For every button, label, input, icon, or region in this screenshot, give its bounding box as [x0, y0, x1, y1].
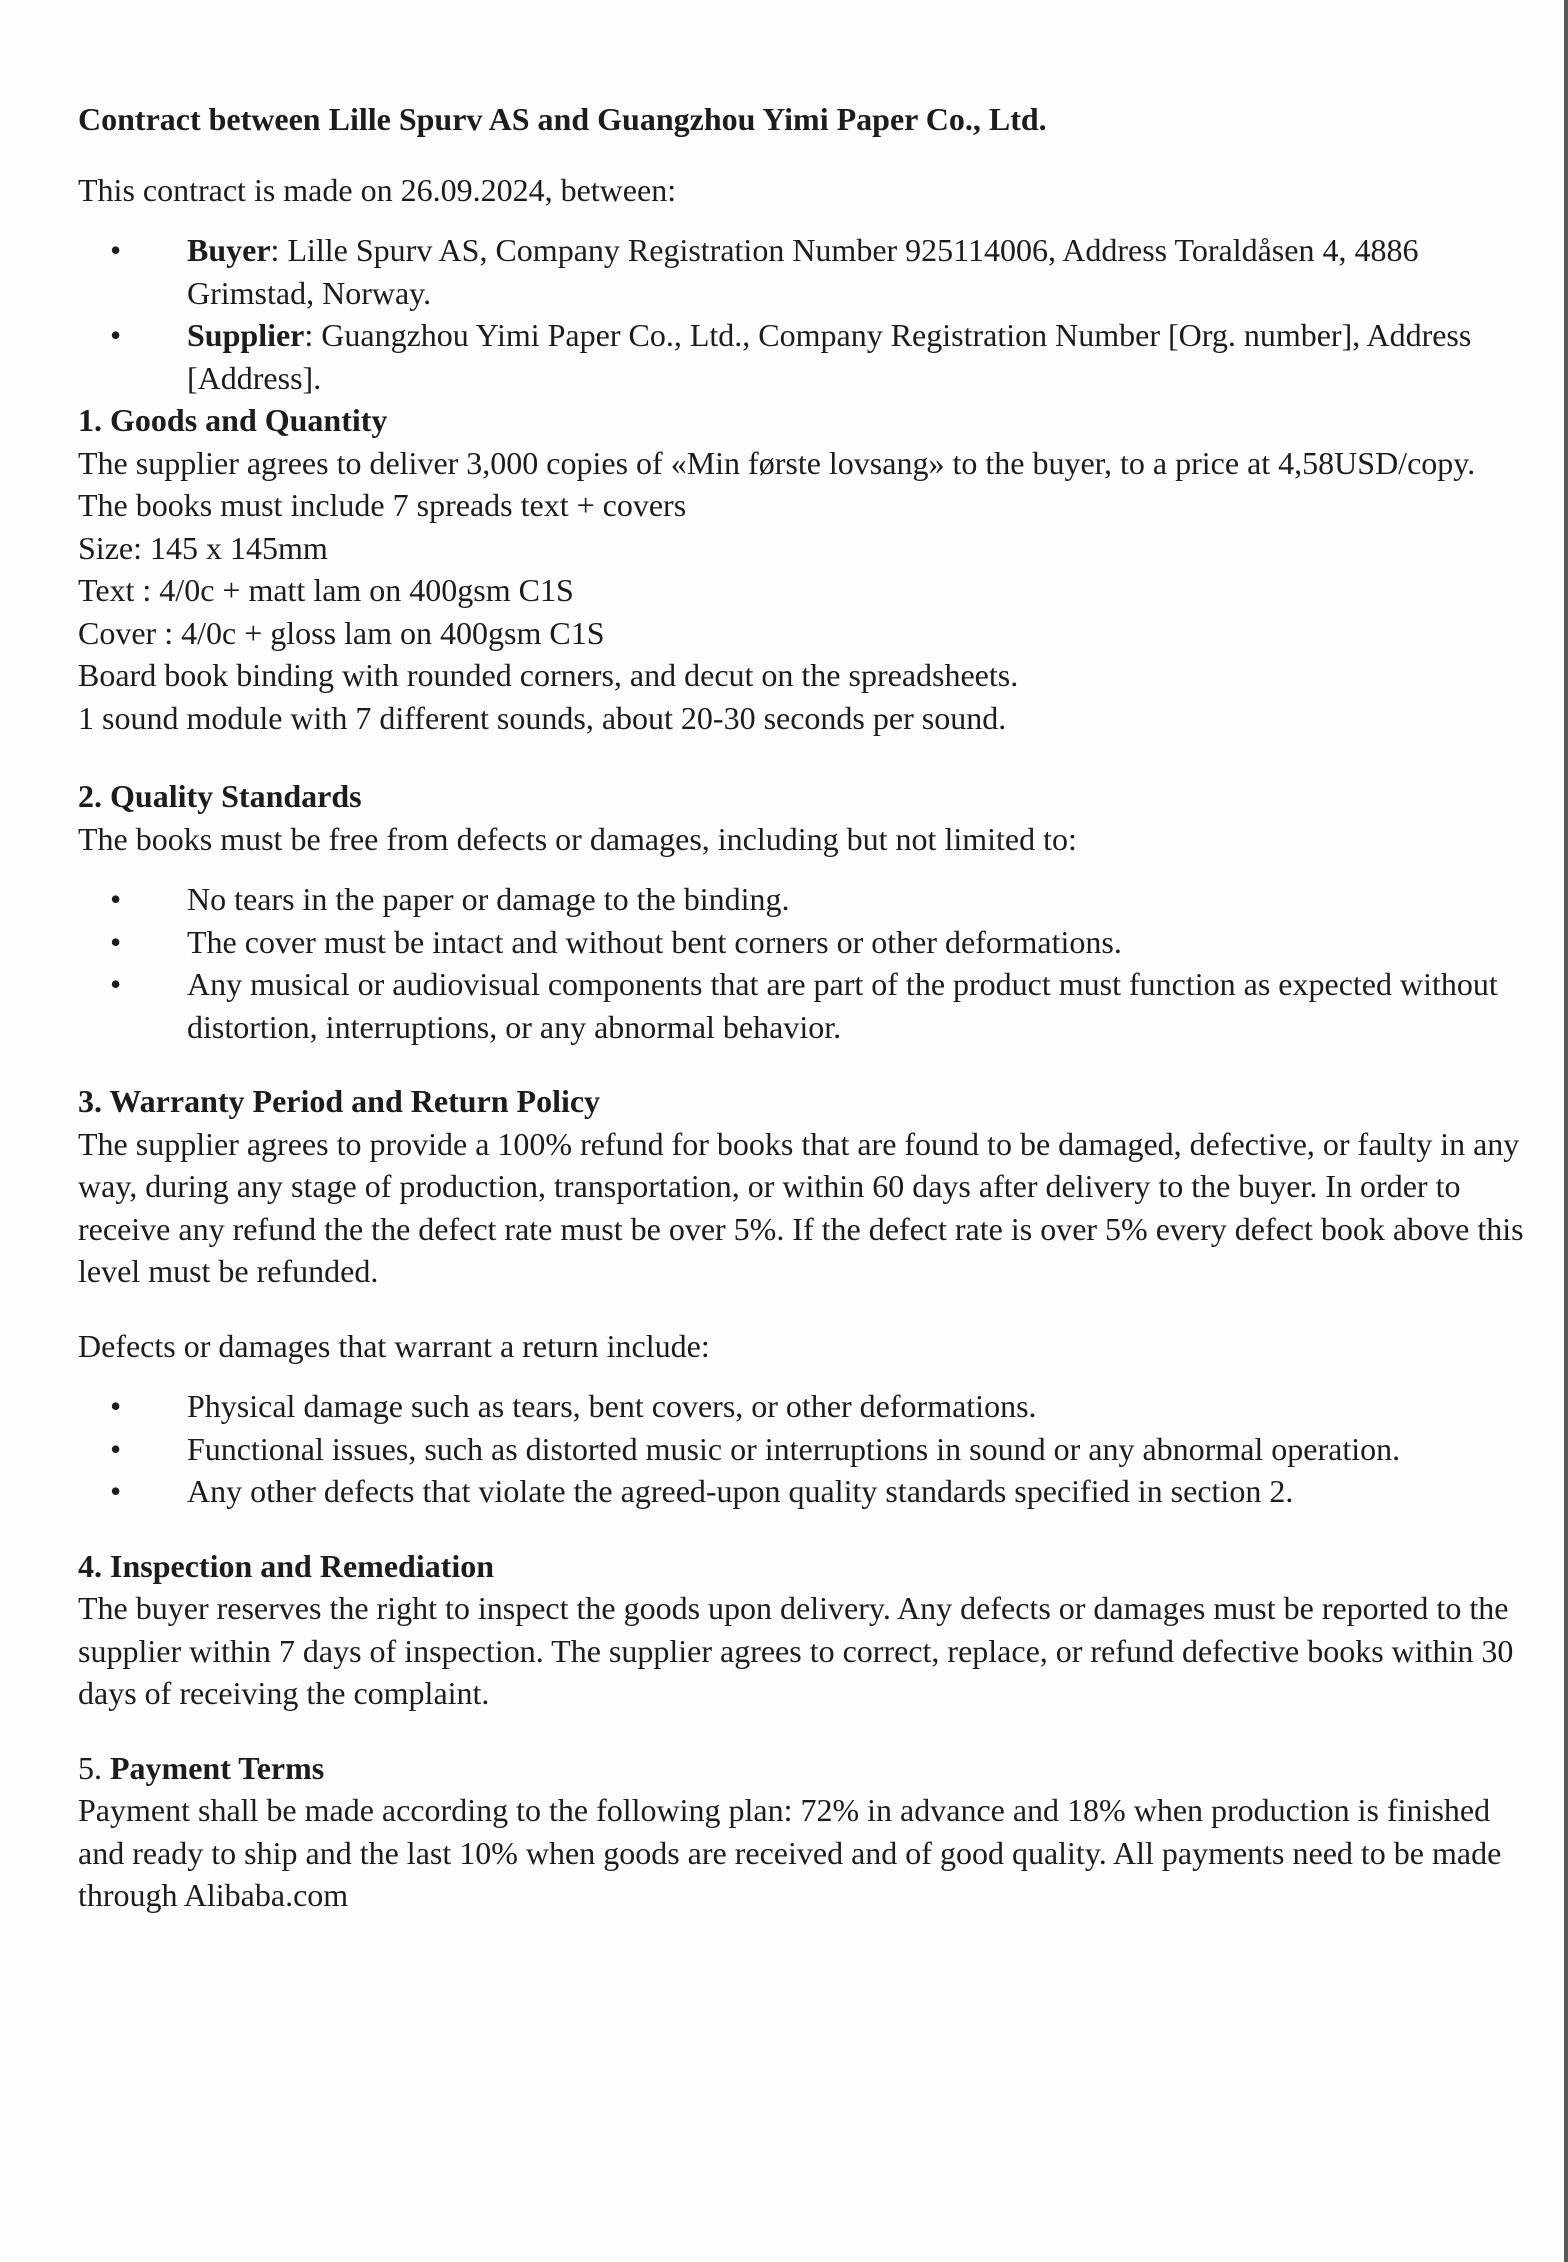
parties-list: [78, 229, 1538, 399]
party-text: : Lille Spurv AS, Company Registration Number 925114006, Address Toraldåsen 4, 4886 Grimstad, Norway.: [187, 232, 1419, 311]
goods-line: Board book binding with rounded corners, and decut on the spreadsheets.: [78, 657, 1019, 693]
party-text: : Guangzhou Yimi Paper Co., Ltd., Company Registration Number [Org. number], Address [Address].: [187, 317, 1472, 396]
contract-intro: This contract is made on 26.09.2024, between:: [78, 171, 677, 208]
section-heading-text: Payment Terms: [110, 1749, 325, 1786]
contract-title: Contract between Lille Spurv AS and Guangzhou Yimi Paper Co., Ltd.: [78, 101, 1047, 137]
goods-line: 1 sound module with 7 different sounds, about 20-30 seconds per sound.: [78, 699, 1007, 736]
section-number: 5.: [78, 1749, 102, 1786]
goods-line: Text : 4/0c + matt lam on 400gsm C1S: [78, 572, 574, 608]
goods-line: Size: 145 x 145mm: [78, 529, 328, 566]
list-item: • No tears in the paper or damage to the binding.: [78, 878, 1538, 921]
scan-edge: [1564, 0, 1568, 2262]
quality-intro: The books must be free from defects or damages, including but not limited to:: [78, 820, 1077, 857]
defects-list: [78, 1385, 1538, 1513]
list-item: • Any musical or audiovisual components that are part of the product must function as expected without distortion, interruptions, or any abnormal behavior.: [78, 963, 1538, 1048]
payment-paragraph: Payment shall be made according to the following plan: 72% in advance and 18% when production is finished and ready to ship and the last 10% when goods are received and of good quality. All payments need to be made through Alibaba.com: [78, 1792, 1502, 1913]
goods-line: The books must include 7 spreads text + covers: [78, 487, 687, 523]
quality-list: [78, 878, 1538, 1048]
list-item: • Functional issues, such as distorted music or interruptions in sound or any abnormal operation.: [78, 1428, 1538, 1471]
party-supplier: [78, 314, 1538, 399]
party-label: Buyer: [187, 232, 271, 268]
section-heading-inspection: 4. Inspection and Remediation: [78, 1547, 495, 1584]
section-heading-quality: 2. Quality Standards: [78, 778, 362, 814]
list-item: • The cover must be intact and without bent corners or other deformations.: [78, 921, 1538, 964]
section-heading-goods: 1. Goods and Quantity: [78, 402, 388, 438]
goods-line: The supplier agrees to deliver 3,000 copies of «Min første lovsang» to the buyer, to a price at 4,58USD/copy.: [78, 444, 1476, 481]
goods-line: Cover : 4/0c + gloss lam on 400gsm C1S: [78, 614, 605, 651]
warranty-paragraph: The supplier agrees to provide a 100% refund for books that are found to be damaged, defective, or faulty in any way, during any stage of production, transportation, or within 60 days after delivery to the buyer. In order to receive any refund the the defect rate must be over 5%. If the defect rate is over 5% every defect book above this level must be refunded.: [78, 1125, 1524, 1289]
list-item: • Any other defects that violate the agreed-upon quality standards specified in section 2.: [78, 1470, 1538, 1513]
party-buyer: [78, 229, 1538, 314]
warranty-intro: Defects or damages that warrant a return include:: [78, 1327, 710, 1364]
party-label: Supplier: [187, 317, 305, 353]
list-item: • Physical damage such as tears, bent covers, or other deformations.: [78, 1385, 1538, 1428]
inspection-paragraph: The buyer reserves the right to inspect the goods upon delivery. Any defects or damages must be reported to the supplier within 7 days of inspection. The supplier agrees to correct, replace, or refund defective books within 30 days of receiving the complaint.: [78, 1590, 1514, 1711]
section-heading-payment: [78, 1747, 1538, 1790]
section-heading-warranty: 3. Warranty Period and Return Policy: [78, 1083, 601, 1119]
contract-body: [78, 98, 1538, 1917]
